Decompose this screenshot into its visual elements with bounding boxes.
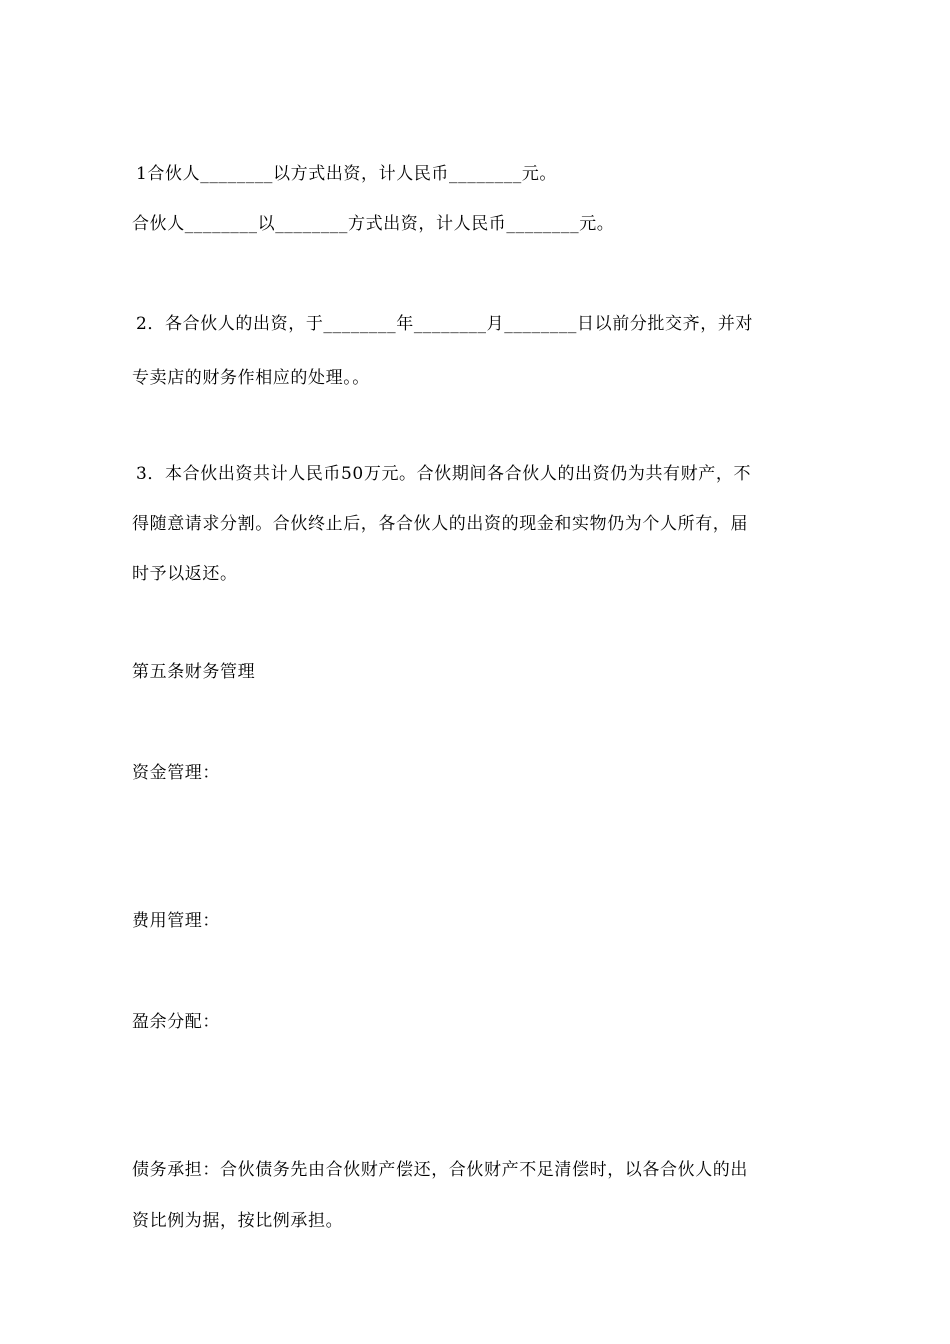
clause-2-line-1: 2．各合伙人的出资，于________年________月________日以前分批交齐，并对 [136, 314, 754, 334]
clause-2-line-2: 专卖店的财务作相应的处理。。 [132, 368, 370, 388]
contribution-line-2: 合伙人________以________方式出资，计人民币________元。 [132, 214, 615, 234]
profit-distribution-label: 盈余分配： [132, 1012, 220, 1032]
debt-clause-line-2: 资比例为据，按比例承担。 [132, 1211, 344, 1231]
fund-management-label: 资金管理： [132, 763, 220, 783]
contribution-line-1: 1合伙人________以方式出资，计人民币________元。 [136, 164, 558, 184]
clause-3-line-2: 得随意请求分割。合伙终止后，各合伙人的出资的现金和实物仍为个人所有，届 [132, 514, 748, 534]
clause-3-line-1: 3．本合伙出资共计人民币50万元。合伙期间各合伙人的出资仍为共有财产，不 [136, 464, 752, 484]
clause-3-line-3: 时予以返还。 [132, 564, 238, 584]
debt-clause-line-1: 债务承担：合伙债务先由合伙财产偿还，合伙财产不足清偿时，以各合伙人的出 [132, 1160, 748, 1180]
article-5-heading: 第五条财务管理 [132, 662, 256, 682]
expense-management-label: 费用管理： [132, 911, 220, 931]
